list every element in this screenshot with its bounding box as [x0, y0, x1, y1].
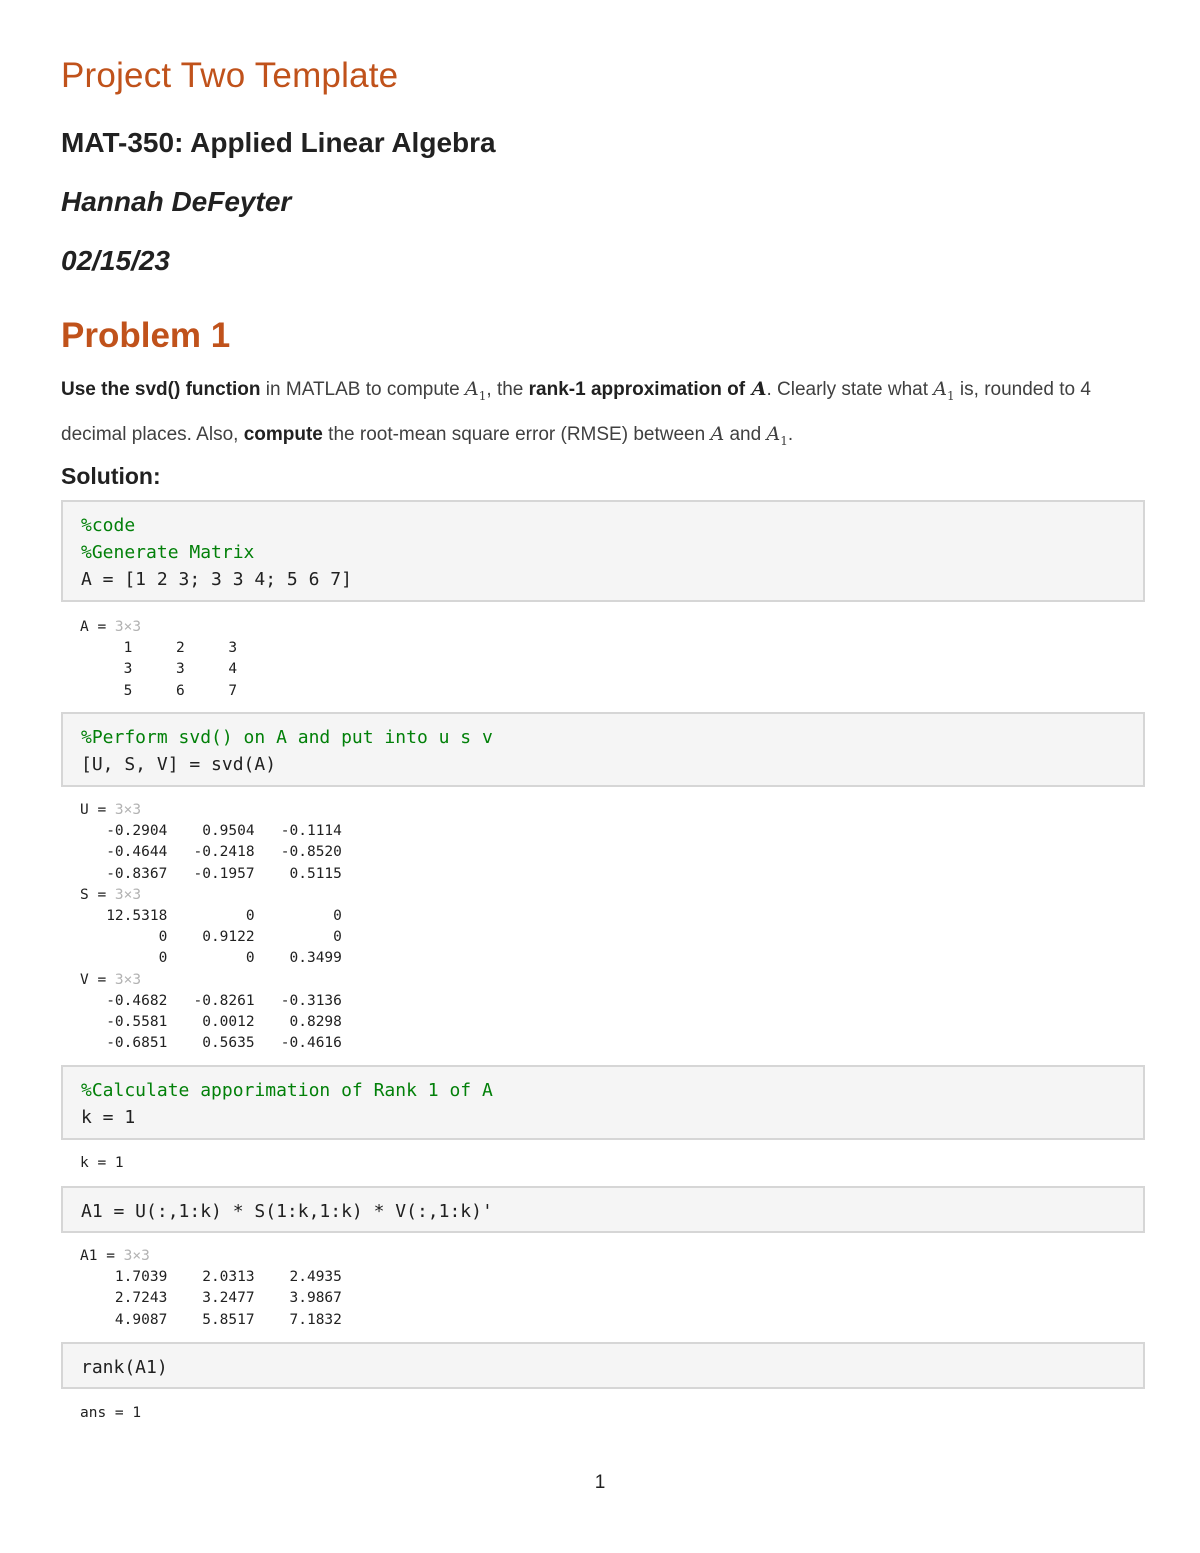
output-matrix-rows: -0.4682 -0.8261 -0.3136 -0.5581 0.0012 0.8298 -0.6851 0.5635 -0.4616 — [106, 992, 342, 1052]
code-line: A = [1 2 3; 3 3 4; 5 6 7] — [81, 569, 352, 590]
problem-prompt — [61, 370, 1147, 460]
output-matrix-a — [80, 617, 237, 702]
code-line: rank(A1) — [81, 1357, 168, 1378]
output-matrix-a1 — [80, 1246, 342, 1331]
code-comment: %Calculate apporimation of Rank 1 of A — [81, 1080, 493, 1101]
prompt-text-3: . Clearly state what — [766, 379, 934, 400]
code-comment: %code — [81, 515, 136, 536]
prompt-text-6: and — [724, 423, 767, 445]
code-cell-svd[interactable] — [61, 712, 1145, 787]
output-svd — [80, 800, 342, 1054]
prompt-bold-svd: Use the svd() function — [61, 379, 261, 400]
document-date: 02/15/23 — [61, 245, 170, 276]
output-text: k = 1 — [80, 1155, 124, 1171]
math-subscript: 1 — [478, 388, 487, 403]
math-a1-1 — [465, 378, 487, 403]
math-symbol: A — [465, 378, 479, 400]
output-rank — [80, 1403, 141, 1424]
output-matrix-rows: 1.7039 2.0313 2.4935 2.7243 3.2477 3.9867 4.9087 5.8517 7.1832 — [114, 1269, 342, 1328]
output-var-name: V = — [80, 971, 115, 988]
output-text: ans = 1 — [80, 1405, 142, 1421]
output-var-name: U = — [80, 802, 115, 818]
math-a1-2 — [933, 378, 955, 403]
prompt-bold-rank1: rank-1 approximation of — [528, 379, 746, 400]
course-name: MAT-350: Applied Linear Algebra — [61, 127, 496, 158]
prompt-text-7: . — [787, 423, 794, 445]
code-line: [U, S, V] = svd(A) — [81, 754, 277, 775]
math-a-bold: A — [745, 378, 767, 400]
output-matrix-rows: 12.5318 0 0 0 0.9122 0 0 0 0.3499 — [106, 908, 342, 967]
prompt-text-1: in MATLAB to compute — [260, 379, 466, 400]
code-cell-rank-k[interactable] — [61, 1065, 1145, 1140]
output-k — [80, 1153, 124, 1174]
prompt-bold-compute: compute — [243, 423, 323, 445]
prompt-text-5: the root-mean square error (RMSE) between — [322, 423, 711, 445]
code-line: k = 1 — [81, 1107, 136, 1128]
output-dimension: 3×3 — [123, 1248, 150, 1264]
code-cell-generate-matrix[interactable] — [61, 500, 1145, 602]
output-dimension: 3×3 — [114, 886, 142, 903]
code-comment: %Generate Matrix — [81, 542, 255, 563]
output-var-name: S = — [80, 886, 115, 903]
output-dimension: 3×3 — [114, 802, 142, 818]
document-title: Project Two Template — [61, 56, 399, 95]
prompt-text-4: is, rounded to 4 decimal places. Also, — [61, 379, 1091, 445]
prompt-text-2: , the — [486, 379, 529, 400]
solution-label: Solution: — [61, 463, 161, 489]
code-line: A1 = U(:,1:k) * S(1:k,1:k) * V(:,1:k)' — [81, 1201, 493, 1222]
math-subscript: 1 — [780, 433, 788, 448]
code-cell-a1[interactable] — [61, 1186, 1145, 1233]
math-subscript: 1 — [947, 388, 955, 403]
page-number: 1 — [594, 1472, 606, 1493]
code-cell-rank-a1[interactable] — [61, 1342, 1145, 1389]
author-name: Hannah DeFeyter — [61, 186, 292, 217]
math-symbol: A — [766, 422, 781, 445]
code-comment: %Perform svd() on A and put into u s v — [81, 727, 493, 748]
output-var-name: A1 = — [80, 1248, 124, 1264]
output-dimension: 3×3 — [114, 619, 142, 635]
output-var-name: A = — [80, 619, 115, 635]
math-symbol: A — [933, 378, 948, 400]
output-matrix-rows: 1 2 3 3 3 4 5 6 7 — [123, 640, 238, 699]
math-a1-3 — [766, 422, 788, 448]
output-dimension: 3×3 — [114, 971, 142, 988]
math-a: A — [710, 422, 725, 445]
output-matrix-rows: -0.2904 0.9504 -0.1114 -0.4644 -0.2418 -0.8520 -0.8367 -0.1957 0.5115 — [106, 823, 342, 882]
problem-heading: Problem 1 — [61, 316, 231, 355]
